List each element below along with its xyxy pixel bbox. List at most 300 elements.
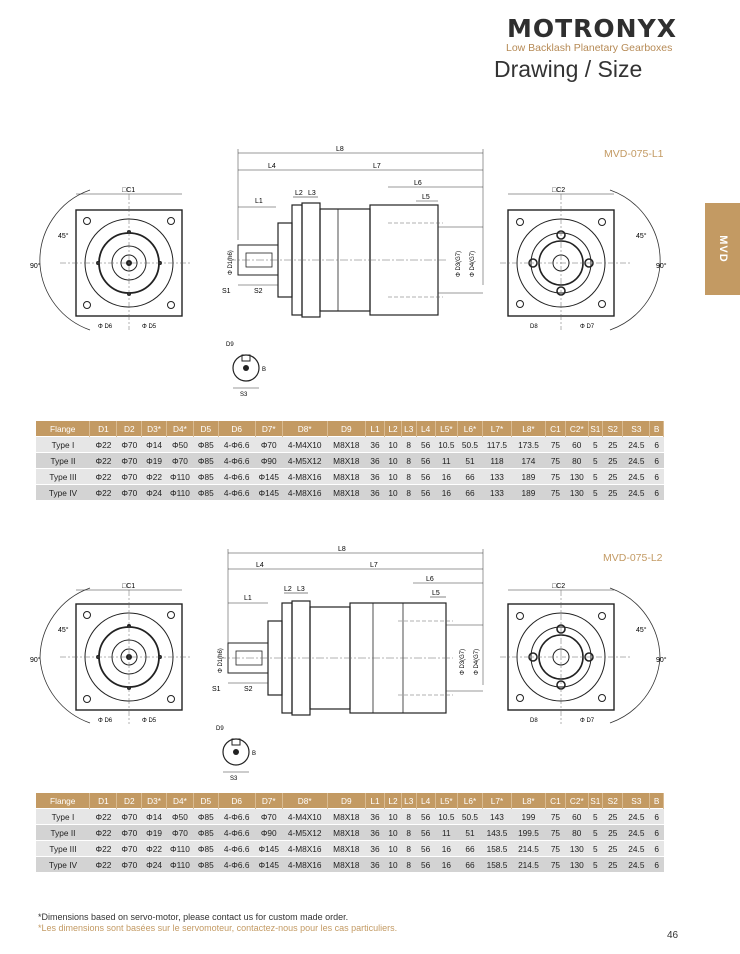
table-cell: 24.5	[623, 437, 650, 453]
table-cell: 75	[545, 841, 565, 857]
column-header: L5*	[435, 421, 457, 437]
table-cell: 60	[566, 437, 588, 453]
rear-view-drawing-l2	[500, 578, 675, 738]
dim-l5: L5	[422, 194, 430, 201]
table-cell: Type IV	[36, 857, 90, 873]
table-cell: 36	[365, 437, 384, 453]
table-cell: 6	[650, 485, 664, 501]
column-header: D1	[90, 793, 117, 809]
column-header: D8*	[282, 793, 327, 809]
table-cell: 4-Φ6.6	[218, 485, 255, 501]
dim-l7-l2: L7	[370, 562, 378, 569]
table-cell: 24.5	[623, 825, 650, 841]
table-cell: 51	[458, 453, 483, 469]
table-cell: 5	[588, 857, 603, 873]
table-cell: 4-M8X16	[282, 841, 327, 857]
table-cell: 189	[512, 469, 546, 485]
table-cell: Φ145	[255, 841, 282, 857]
table-cell: M8X18	[327, 437, 365, 453]
table-cell: Φ22	[90, 437, 117, 453]
table-cell: 130	[566, 857, 588, 873]
table-cell: 11	[435, 453, 457, 469]
dim-l4: L4	[268, 163, 276, 170]
table-cell: 189	[512, 485, 546, 501]
table-cell: Φ85	[193, 825, 218, 841]
table-cell: M8X18	[327, 857, 365, 873]
table-cell: Φ70	[117, 485, 142, 501]
column-header: D5	[193, 421, 218, 437]
table-cell: 56	[416, 841, 435, 857]
table-cell: Φ70	[255, 437, 282, 453]
table-cell: 56	[416, 437, 435, 453]
dim-l6-l2: L6	[426, 576, 434, 583]
column-header: S2	[603, 793, 623, 809]
table-cell: Φ110	[166, 857, 193, 873]
table-cell: 10	[385, 825, 402, 841]
model-label-l2: MVD-075-L2	[603, 552, 663, 564]
dim-d7: Φ D7	[580, 324, 595, 330]
table-cell: 36	[365, 857, 384, 873]
table-cell: 8	[401, 437, 416, 453]
column-header: S1	[588, 421, 603, 437]
table-cell: 10.5	[435, 437, 457, 453]
table-cell: 5	[588, 485, 603, 501]
column-header: L8*	[512, 793, 546, 809]
column-header: D6	[218, 793, 255, 809]
column-header: L3	[401, 793, 416, 809]
table-cell: 11	[435, 825, 457, 841]
model-label-l1: MVD-075-L1	[604, 148, 664, 160]
table-cell: 24.5	[623, 809, 650, 825]
table-row	[36, 469, 664, 485]
table-cell: 8	[401, 809, 416, 825]
table-cell: 25	[603, 825, 623, 841]
column-header: C2*	[566, 421, 588, 437]
table-cell: 10	[385, 469, 402, 485]
table-cell: 56	[416, 485, 435, 501]
footnote-english: *Dimensions based on servo-motor, please contact us for custom made order.	[38, 912, 349, 922]
table-cell: 16	[435, 469, 457, 485]
dim-l3: L3	[308, 190, 316, 197]
table-cell: 158.5	[482, 841, 511, 857]
table-cell: 25	[603, 857, 623, 873]
table-cell: 75	[545, 485, 565, 501]
column-header: C1	[545, 793, 565, 809]
table-cell: 50.5	[458, 809, 483, 825]
dim-angle-rear-l2: 45°	[636, 627, 647, 634]
table-cell: 173.5	[512, 437, 546, 453]
dim-b-l2: B	[252, 751, 257, 757]
table-cell: M8X18	[327, 809, 365, 825]
column-header: D7*	[255, 793, 282, 809]
table-cell: Type II	[36, 825, 90, 841]
dim-c2-l2: □C2	[552, 583, 566, 590]
table-cell: 75	[545, 437, 565, 453]
side-view-drawing-l2	[198, 545, 498, 730]
table-cell: Φ85	[193, 857, 218, 873]
table-cell: Φ85	[193, 485, 218, 501]
table-cell: 133	[482, 485, 511, 501]
column-header: Flange	[36, 421, 90, 437]
dim-angle90-l2: 90°	[30, 657, 41, 664]
table-cell: M8X18	[327, 453, 365, 469]
dim-l8: L8	[336, 146, 344, 153]
table-cell: 10.5	[435, 809, 457, 825]
table-cell: 6	[650, 453, 664, 469]
column-header: D1	[90, 421, 117, 437]
column-header: D2	[117, 793, 142, 809]
table-cell: 24.5	[623, 485, 650, 501]
table-cell: 8	[401, 857, 416, 873]
table-cell: 130	[566, 841, 588, 857]
table-cell: 66	[458, 469, 483, 485]
column-header: L8*	[512, 421, 546, 437]
table-cell: 50.5	[458, 437, 483, 453]
column-header: S3	[623, 793, 650, 809]
spec-table-l2	[36, 793, 664, 872]
column-header: D5	[193, 793, 218, 809]
table-cell: 25	[603, 841, 623, 857]
table-cell: 36	[365, 469, 384, 485]
table-cell: Φ85	[193, 453, 218, 469]
table-cell: 143.5	[482, 825, 511, 841]
brand-logo: MOTRONYX	[507, 14, 677, 43]
table-cell: 25	[603, 485, 623, 501]
column-header: D4*	[166, 793, 193, 809]
table-cell: 6	[650, 809, 664, 825]
dim-b: B	[262, 367, 267, 373]
column-header: D8*	[282, 421, 327, 437]
table-cell: 4-M4X10	[282, 437, 327, 453]
table-cell: 6	[650, 437, 664, 453]
rear-view-drawing-l1	[500, 180, 675, 340]
dim-c1-l2: □C1	[122, 583, 136, 590]
table-cell: 24.5	[623, 469, 650, 485]
table-cell: Type I	[36, 809, 90, 825]
dim-l2: L2	[295, 190, 303, 197]
table-cell: Φ70	[166, 825, 193, 841]
table-cell: Φ70	[117, 469, 142, 485]
column-header: L6*	[458, 793, 483, 809]
table-cell: 56	[416, 453, 435, 469]
table-cell: 36	[365, 485, 384, 501]
dim-d6-l2: Φ D6	[98, 718, 113, 724]
table-cell: M8X18	[327, 825, 365, 841]
table-cell: 8	[401, 841, 416, 857]
dim-d1: Φ D1(h6)	[228, 250, 234, 275]
table-cell: Φ24	[142, 485, 167, 501]
table-cell: 25	[603, 453, 623, 469]
column-header: L7*	[482, 421, 511, 437]
dim-s3-l2: S3	[230, 776, 238, 782]
table-cell: Φ145	[255, 485, 282, 501]
table-cell: Φ90	[255, 453, 282, 469]
table-cell: 4-Φ6.6	[218, 437, 255, 453]
dim-d4: Φ D4(G7)	[470, 250, 476, 277]
dim-l8-l2: L8	[338, 546, 346, 553]
table-cell: 51	[458, 825, 483, 841]
table-cell: 4-M8X16	[282, 469, 327, 485]
table-cell: M8X18	[327, 841, 365, 857]
table-cell: 199	[512, 809, 546, 825]
dim-angle90-rear: 90°	[656, 263, 667, 270]
column-header: D4*	[166, 421, 193, 437]
table-cell: 56	[416, 469, 435, 485]
dim-l6: L6	[414, 180, 422, 187]
table-cell: Φ22	[90, 809, 117, 825]
column-header: L1	[365, 421, 384, 437]
table-cell: 4-Φ6.6	[218, 841, 255, 857]
table-cell: Φ50	[166, 809, 193, 825]
dim-d3: Φ D3(G7)	[456, 250, 462, 277]
side-tab	[705, 203, 740, 295]
table-cell: 199.5	[512, 825, 546, 841]
dim-d9-l2: D9	[216, 726, 224, 732]
table-cell: 25	[603, 809, 623, 825]
table-cell: Φ50	[166, 437, 193, 453]
column-header: D6	[218, 421, 255, 437]
column-header: L5*	[435, 793, 457, 809]
table-cell: M8X18	[327, 469, 365, 485]
table-cell: Φ22	[90, 825, 117, 841]
table-cell: Φ22	[90, 857, 117, 873]
table-cell: 4-M4X10	[282, 809, 327, 825]
shaft-key-drawing-l2	[212, 722, 272, 782]
table-cell: 5	[588, 841, 603, 857]
dim-l1-l2: L1	[244, 595, 252, 602]
column-header: L2	[385, 793, 402, 809]
dim-d4-l2: Φ D4(G7)	[474, 648, 480, 675]
table-cell: 130	[566, 469, 588, 485]
table-cell: 10	[385, 437, 402, 453]
front-view-drawing-l2	[30, 578, 195, 738]
table-cell: 16	[435, 841, 457, 857]
table-header-row	[36, 421, 664, 437]
table-cell: Φ145	[255, 469, 282, 485]
column-header: D7*	[255, 421, 282, 437]
table-cell: 5	[588, 453, 603, 469]
table-cell: Φ70	[117, 437, 142, 453]
column-header: L3	[401, 421, 416, 437]
table-cell: 10	[385, 453, 402, 469]
side-view-drawing-l1	[198, 145, 498, 330]
column-header: L4	[416, 793, 435, 809]
dim-s3: S3	[240, 392, 248, 398]
dim-c2: □C2	[552, 187, 566, 194]
table-cell: 24.5	[623, 841, 650, 857]
table-cell: 6	[650, 825, 664, 841]
table-row	[36, 485, 664, 501]
column-header: C2*	[566, 793, 588, 809]
dim-d5: Φ D5	[142, 324, 157, 330]
table-cell: 66	[458, 841, 483, 857]
table-cell: 75	[545, 857, 565, 873]
table-cell: Φ22	[90, 453, 117, 469]
table-cell: 118	[482, 453, 511, 469]
table-cell: Φ70	[117, 857, 142, 873]
table-cell: Φ85	[193, 841, 218, 857]
table-row	[36, 857, 664, 873]
table-cell: 133	[482, 469, 511, 485]
table-cell: Φ24	[142, 857, 167, 873]
table-cell: Φ22	[90, 469, 117, 485]
table-cell: 130	[566, 485, 588, 501]
side-tab-label: MVD	[716, 235, 729, 263]
table-cell: 8	[401, 825, 416, 841]
table-cell: Φ110	[166, 469, 193, 485]
dim-angle-l2: 45°	[58, 627, 69, 634]
table-cell: 6	[650, 841, 664, 857]
table-cell: M8X18	[327, 485, 365, 501]
dim-d6: Φ D6	[98, 324, 113, 330]
table-cell: Φ85	[193, 437, 218, 453]
column-header: L4	[416, 421, 435, 437]
table-cell: 117.5	[482, 437, 511, 453]
table-cell: 56	[416, 825, 435, 841]
page-number: 46	[667, 930, 679, 941]
column-header: S2	[603, 421, 623, 437]
column-header: D3*	[142, 793, 167, 809]
table-cell: 56	[416, 857, 435, 873]
table-cell: 4-Φ6.6	[218, 857, 255, 873]
table-cell: Φ70	[166, 453, 193, 469]
table-cell: Φ85	[193, 469, 218, 485]
table-cell: 143	[482, 809, 511, 825]
spec-table-l1	[36, 421, 664, 500]
table-cell: Type I	[36, 437, 90, 453]
table-cell: Φ22	[90, 485, 117, 501]
table-cell: Φ14	[142, 809, 167, 825]
table-cell: 10	[385, 857, 402, 873]
table-cell: 36	[365, 453, 384, 469]
dim-s2: S2	[254, 288, 263, 295]
column-header: Flange	[36, 793, 90, 809]
column-header: D3*	[142, 421, 167, 437]
table-cell: Φ22	[90, 841, 117, 857]
table-cell: 56	[416, 809, 435, 825]
table-cell: 4-M8X16	[282, 857, 327, 873]
table-cell: 158.5	[482, 857, 511, 873]
table-cell: Φ110	[166, 485, 193, 501]
table-cell: 66	[458, 857, 483, 873]
table-row	[36, 437, 664, 453]
table-cell: 4-Φ6.6	[218, 453, 255, 469]
table-cell: 5	[588, 809, 603, 825]
table-cell: Type III	[36, 469, 90, 485]
column-header: S1	[588, 793, 603, 809]
column-header: D2	[117, 421, 142, 437]
table-cell: 4-M8X16	[282, 485, 327, 501]
table-cell: 6	[650, 469, 664, 485]
table-cell: 8	[401, 453, 416, 469]
table-cell: 6	[650, 857, 664, 873]
table-cell: Φ70	[117, 453, 142, 469]
table-cell: Φ85	[193, 809, 218, 825]
dim-angle90-rear-l2: 90°	[656, 657, 667, 664]
table-cell: Φ19	[142, 825, 167, 841]
table-cell: Φ70	[117, 841, 142, 857]
table-cell: Φ70	[117, 809, 142, 825]
table-cell: 75	[545, 469, 565, 485]
table-cell: 75	[545, 825, 565, 841]
table-cell: 10	[385, 485, 402, 501]
table-cell: Φ110	[166, 841, 193, 857]
table-cell: Type III	[36, 841, 90, 857]
table-cell: 36	[365, 825, 384, 841]
table-cell: 66	[458, 485, 483, 501]
table-cell: Φ145	[255, 857, 282, 873]
dim-l4-l2: L4	[256, 562, 264, 569]
column-header: B	[650, 793, 664, 809]
table-cell: 4-Φ6.6	[218, 825, 255, 841]
table-cell: Φ14	[142, 437, 167, 453]
column-header: C1	[545, 421, 565, 437]
table-cell: Φ70	[117, 825, 142, 841]
table-cell: 174	[512, 453, 546, 469]
dim-d9: D9	[226, 342, 234, 348]
dim-l5-l2: L5	[432, 590, 440, 597]
table-cell: 10	[385, 809, 402, 825]
dim-d3-l2: Φ D3(G7)	[460, 648, 466, 675]
table-cell: 16	[435, 485, 457, 501]
dim-s1: S1	[222, 288, 231, 295]
front-view-drawing-l1	[30, 180, 195, 340]
dim-angle90: 90°	[30, 263, 41, 270]
dim-d5-l2: Φ D5	[142, 718, 157, 724]
table-cell: 60	[566, 809, 588, 825]
table-row	[36, 841, 664, 857]
dim-d7-l2: Φ D7	[580, 718, 595, 724]
column-header: B	[650, 421, 664, 437]
table-cell: 25	[603, 437, 623, 453]
table-cell: 4-M5X12	[282, 825, 327, 841]
table-cell: Φ70	[255, 809, 282, 825]
dim-l3-l2: L3	[297, 586, 305, 593]
table-header-row	[36, 793, 664, 809]
table-cell: 25	[603, 469, 623, 485]
table-cell: Type II	[36, 453, 90, 469]
table-cell: 4-M5X12	[282, 453, 327, 469]
table-cell: 4-Φ6.6	[218, 469, 255, 485]
footnote-french: *Les dimensions sont basées sur le servomoteur, contactez-nous pour les cas particuliers.	[38, 923, 398, 933]
table-cell: 24.5	[623, 857, 650, 873]
column-header: D9	[327, 793, 365, 809]
table-cell: Φ22	[142, 841, 167, 857]
column-header: L6*	[458, 421, 483, 437]
dim-angle: 45°	[58, 233, 69, 240]
dim-l2-l2: L2	[284, 586, 292, 593]
dim-c1: □C1	[122, 187, 136, 194]
table-cell: 214.5	[512, 857, 546, 873]
table-cell: 5	[588, 437, 603, 453]
brand-tagline: Low Backlash Planetary Gearboxes	[506, 42, 673, 54]
table-cell: 75	[545, 809, 565, 825]
dim-l7: L7	[373, 163, 381, 170]
table-cell: 5	[588, 825, 603, 841]
table-cell: Φ19	[142, 453, 167, 469]
table-cell: 16	[435, 857, 457, 873]
dim-angle-rear: 45°	[636, 233, 647, 240]
table-cell: 36	[365, 841, 384, 857]
column-header: S3	[623, 421, 650, 437]
table-cell: 4-Φ6.6	[218, 809, 255, 825]
dim-d8-l2: D8	[530, 718, 538, 724]
table-cell: Φ90	[255, 825, 282, 841]
table-cell: 24.5	[623, 453, 650, 469]
shaft-key-drawing-l1	[222, 338, 282, 398]
column-header: L7*	[482, 793, 511, 809]
table-cell: 75	[545, 453, 565, 469]
